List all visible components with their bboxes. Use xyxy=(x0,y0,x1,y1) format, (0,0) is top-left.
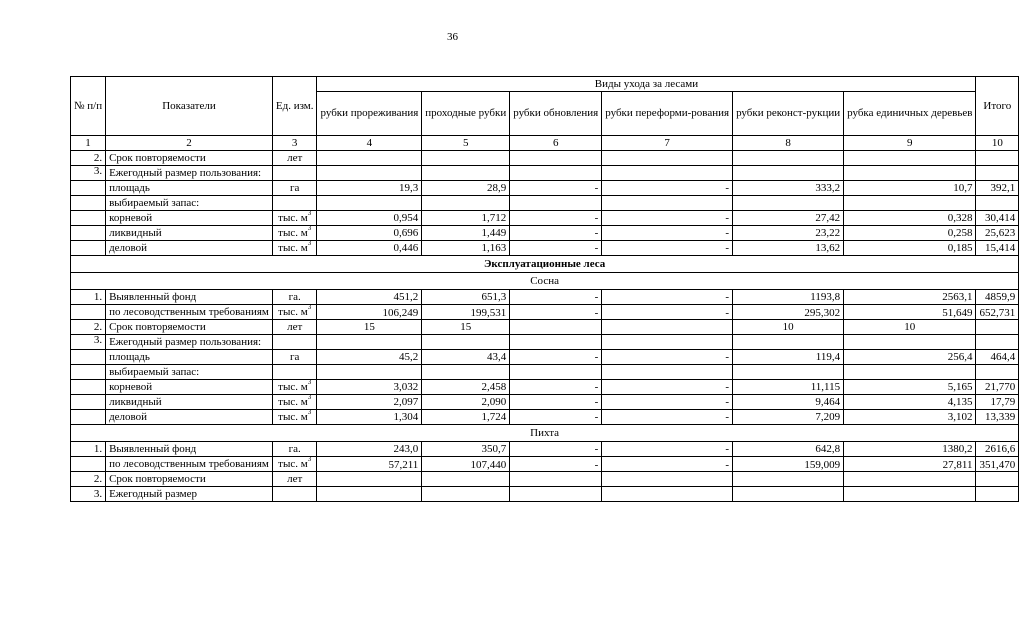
cell xyxy=(510,320,602,335)
row-label: корневой xyxy=(106,211,273,226)
row-unit: лет xyxy=(272,472,317,487)
row-unit: тыс. $м^3$ xyxy=(272,395,317,410)
cell: 0,258 xyxy=(844,226,976,241)
cell: 11,115 xyxy=(733,380,844,395)
col-number: 5 xyxy=(422,136,510,151)
cell: - xyxy=(510,395,602,410)
cell: - xyxy=(510,457,602,472)
cell: 1,304 xyxy=(317,410,422,425)
cell: 1,163 xyxy=(422,241,510,256)
header-col-8: рубки реконст-рукции xyxy=(733,92,844,136)
cell: 106,249 xyxy=(317,305,422,320)
cell: 464,4 xyxy=(976,350,1019,365)
row-label: выбираемый запас: xyxy=(106,196,273,211)
cell: 25,623 xyxy=(976,226,1019,241)
table-row xyxy=(71,410,1019,425)
row-label: Выявленный фонд xyxy=(106,442,273,457)
cell: 0,328 xyxy=(844,211,976,226)
table-row xyxy=(71,166,1019,181)
col-number: 10 xyxy=(976,136,1019,151)
species-title-sosna: Сосна xyxy=(71,273,1019,290)
cell: - xyxy=(602,305,733,320)
header-num: № п/п xyxy=(71,77,106,136)
cell: 27,42 xyxy=(733,211,844,226)
cell: 10,7 xyxy=(844,181,976,196)
cell: 295,302 xyxy=(733,305,844,320)
table-row xyxy=(71,487,1019,502)
row-unit: лет xyxy=(272,151,317,166)
header-group: Виды ухода за лесами xyxy=(317,77,976,92)
table-row xyxy=(71,241,1019,256)
cell: 159,009 xyxy=(733,457,844,472)
cell: 10 xyxy=(844,320,976,335)
cell: 1,724 xyxy=(422,410,510,425)
cell: 651,3 xyxy=(422,290,510,305)
cell: 28,9 xyxy=(422,181,510,196)
cell: 15 xyxy=(422,320,510,335)
cell: 21,770 xyxy=(976,380,1019,395)
cell: - xyxy=(510,241,602,256)
cell: 19,3 xyxy=(317,181,422,196)
col-number: 1 xyxy=(71,136,106,151)
cell: 4,135 xyxy=(844,395,976,410)
cell: 51,649 xyxy=(844,305,976,320)
row-unit: тыс. $м^3$ xyxy=(272,380,317,395)
cell: 5,165 xyxy=(844,380,976,395)
row-unit: тыс. $м^3$ xyxy=(272,410,317,425)
table-row xyxy=(71,457,1019,472)
section-title: Эксплуатационные леса xyxy=(71,256,1019,273)
cell: 0,185 xyxy=(844,241,976,256)
row-label: Ежегодный размер пользования: xyxy=(106,335,273,350)
cell: - xyxy=(510,380,602,395)
cell: - xyxy=(510,290,602,305)
row-unit: тыс. $м^3$ xyxy=(272,305,317,320)
cell: 2,458 xyxy=(422,380,510,395)
cell: 451,2 xyxy=(317,290,422,305)
row-num: 1. xyxy=(71,290,106,305)
row-num: 3. xyxy=(71,335,106,350)
cell: 13,62 xyxy=(733,241,844,256)
row-num: 3. xyxy=(71,487,106,502)
row-label: деловой xyxy=(106,241,273,256)
cell: 2,090 xyxy=(422,395,510,410)
row-label: по лесоводственным требованиям xyxy=(106,457,273,472)
col-number: 3 xyxy=(272,136,317,151)
header-total: Итого xyxy=(976,77,1019,136)
col-number: 6 xyxy=(510,136,602,151)
cell: - xyxy=(602,395,733,410)
cell: - xyxy=(602,211,733,226)
forest-care-table xyxy=(70,76,1019,502)
header-indicators: Показатели xyxy=(106,77,273,136)
cell: 642,8 xyxy=(733,442,844,457)
table-row xyxy=(71,335,1019,350)
header-col-9: рубка единичных деревьев xyxy=(844,92,976,136)
cell: - xyxy=(510,211,602,226)
header-unit: Ед. изм. xyxy=(272,77,317,136)
cell: 15 xyxy=(317,320,422,335)
cell: 1380,2 xyxy=(844,442,976,457)
row-num: 2. xyxy=(71,320,106,335)
table-row xyxy=(71,350,1019,365)
cell: - xyxy=(510,442,602,457)
row-label: корневой xyxy=(106,380,273,395)
header-col-6: рубки обновления xyxy=(510,92,602,136)
table-row xyxy=(71,290,1019,305)
cell: 0,696 xyxy=(317,226,422,241)
header-col-4: рубки прореживания xyxy=(317,92,422,136)
cell: 350,7 xyxy=(422,442,510,457)
cell: 2616,6 xyxy=(976,442,1019,457)
cell: - xyxy=(602,241,733,256)
cell: 1,712 xyxy=(422,211,510,226)
row-unit: га. xyxy=(272,442,317,457)
col-number: 2 xyxy=(106,136,273,151)
row-label: ликвидный xyxy=(106,395,273,410)
table-row xyxy=(71,226,1019,241)
col-number: 7 xyxy=(602,136,733,151)
cell: 0,446 xyxy=(317,241,422,256)
cell: 2563,1 xyxy=(844,290,976,305)
cell: 3,102 xyxy=(844,410,976,425)
row-label: Ежегодный размер пользования: xyxy=(106,166,273,181)
header-col-5: проходные рубки xyxy=(422,92,510,136)
col-number: 9 xyxy=(844,136,976,151)
cell: 10 xyxy=(733,320,844,335)
row-num: 2. xyxy=(71,151,106,166)
cell: - xyxy=(510,410,602,425)
cell: 392,1 xyxy=(976,181,1019,196)
cell: - xyxy=(602,410,733,425)
row-unit: тыс. $м^3$ xyxy=(272,457,317,472)
row-num: 3. xyxy=(71,166,106,181)
table-row xyxy=(71,196,1019,211)
cell: 4859,9 xyxy=(976,290,1019,305)
cell: 43,4 xyxy=(422,350,510,365)
table-row xyxy=(71,472,1019,487)
cell: - xyxy=(602,290,733,305)
table-row xyxy=(71,442,1019,457)
table-row xyxy=(71,380,1019,395)
cell: 652,731 xyxy=(976,305,1019,320)
cell: 7,209 xyxy=(733,410,844,425)
cell: 1,449 xyxy=(422,226,510,241)
cell: - xyxy=(602,350,733,365)
cell: - xyxy=(602,442,733,457)
row-label: Срок повторяемости xyxy=(106,320,273,335)
cell: 119,4 xyxy=(733,350,844,365)
cell: 1193,8 xyxy=(733,290,844,305)
row-label: Срок повторяемости xyxy=(106,472,273,487)
row-unit: га. xyxy=(272,290,317,305)
row-unit: тыс. $м^3$ xyxy=(272,226,317,241)
row-unit: га xyxy=(272,181,317,196)
row-unit: га xyxy=(272,350,317,365)
row-unit: тыс. $м^3$ xyxy=(272,241,317,256)
cell: 15,414 xyxy=(976,241,1019,256)
page-number: 36 xyxy=(447,31,458,43)
table-row xyxy=(71,320,1019,335)
table-row xyxy=(71,211,1019,226)
row-label: площадь xyxy=(106,350,273,365)
cell: - xyxy=(510,305,602,320)
cell: 256,4 xyxy=(844,350,976,365)
cell: 27,811 xyxy=(844,457,976,472)
cell: - xyxy=(602,181,733,196)
cell: 0,954 xyxy=(317,211,422,226)
header-col-7: рубки переформи-рования xyxy=(602,92,733,136)
row-label: Ежегодный размер xyxy=(106,487,273,502)
table-row xyxy=(71,181,1019,196)
col-number: 4 xyxy=(317,136,422,151)
row-label: по лесоводственным требованиям xyxy=(106,305,273,320)
row-unit: тыс. $м^3$ xyxy=(272,211,317,226)
table-row xyxy=(71,151,1019,166)
cell: - xyxy=(602,457,733,472)
cell: 243,0 xyxy=(317,442,422,457)
table-row xyxy=(71,305,1019,320)
cell: 13,339 xyxy=(976,410,1019,425)
cell: 351,470 xyxy=(976,457,1019,472)
table-row xyxy=(71,365,1019,380)
row-num: 2. xyxy=(71,472,106,487)
row-label: выбираемый запас: xyxy=(106,365,273,380)
row-label: площадь xyxy=(106,181,273,196)
cell: - xyxy=(602,380,733,395)
cell: 107,440 xyxy=(422,457,510,472)
cell: 30,414 xyxy=(976,211,1019,226)
species-title-pikhta: Пихта xyxy=(71,425,1019,442)
cell: - xyxy=(510,226,602,241)
cell: 57,211 xyxy=(317,457,422,472)
col-number: 8 xyxy=(733,136,844,151)
cell xyxy=(602,320,733,335)
row-label: Выявленный фонд xyxy=(106,290,273,305)
row-label: Срок повторяемости xyxy=(106,151,273,166)
cell: 333,2 xyxy=(733,181,844,196)
cell: 2,097 xyxy=(317,395,422,410)
cell: 45,2 xyxy=(317,350,422,365)
cell: 23,22 xyxy=(733,226,844,241)
row-label: ликвидный xyxy=(106,226,273,241)
row-num: 1. xyxy=(71,442,106,457)
row-unit: лет xyxy=(272,320,317,335)
cell: 9,464 xyxy=(733,395,844,410)
cell xyxy=(976,320,1019,335)
cell: 3,032 xyxy=(317,380,422,395)
cell: - xyxy=(602,226,733,241)
table-row xyxy=(71,395,1019,410)
cell: - xyxy=(510,181,602,196)
cell: - xyxy=(510,350,602,365)
cell: 199,531 xyxy=(422,305,510,320)
row-label: деловой xyxy=(106,410,273,425)
cell: 17,79 xyxy=(976,395,1019,410)
